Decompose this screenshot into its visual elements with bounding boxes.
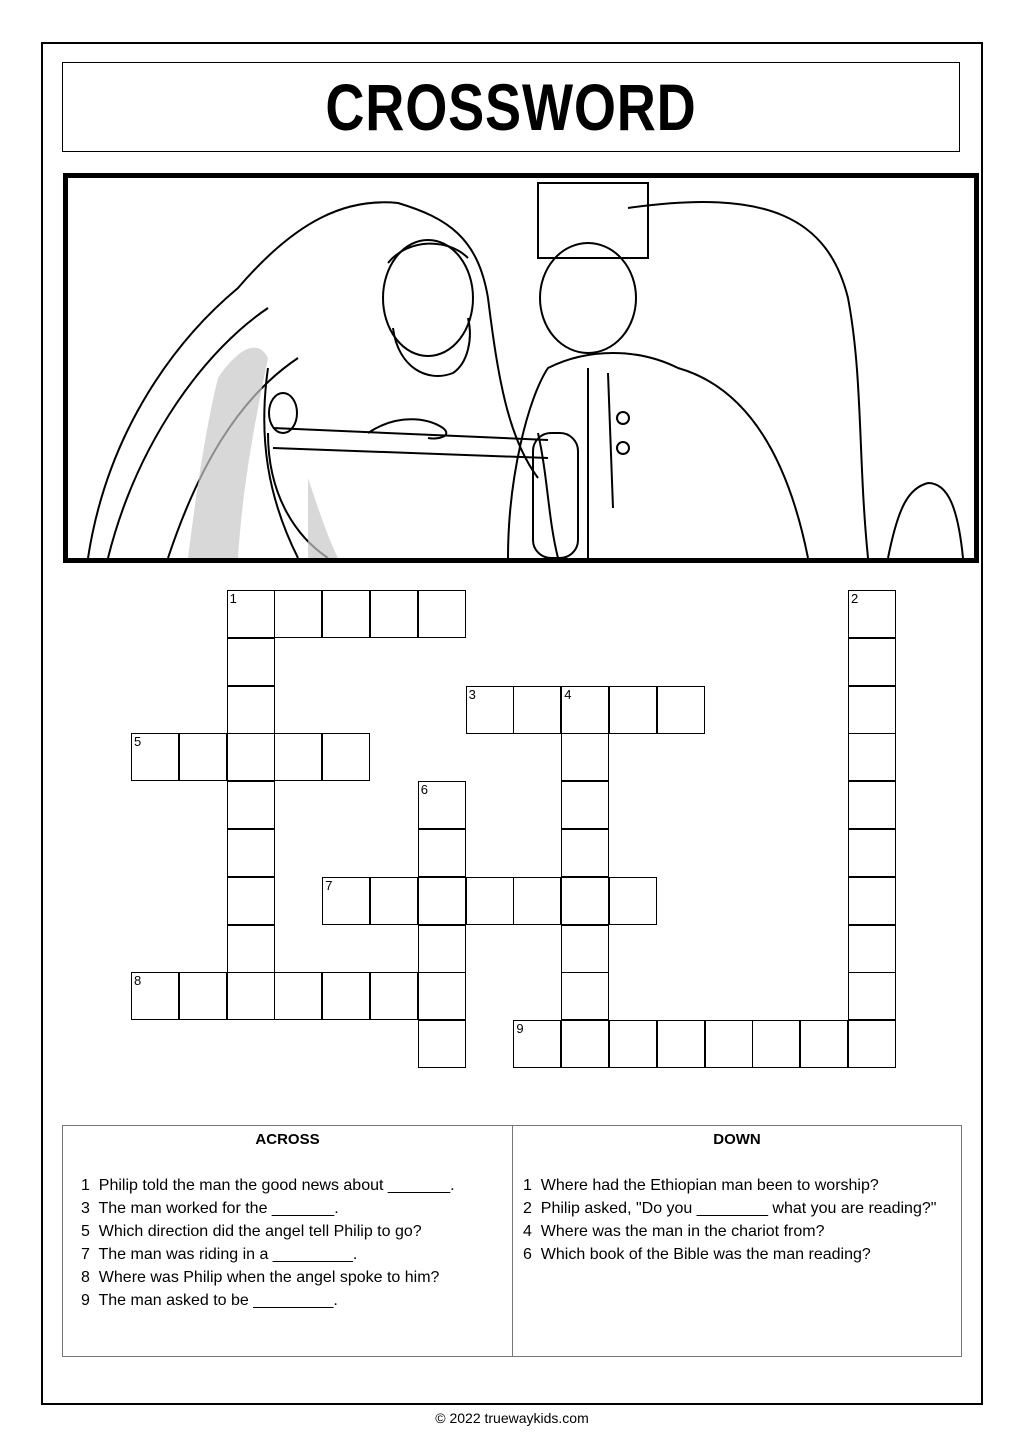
crossword-cell[interactable] <box>131 972 179 1020</box>
crossword-cell[interactable] <box>227 829 275 877</box>
crossword-cell[interactable] <box>227 638 275 686</box>
crossword-cell[interactable] <box>131 733 179 781</box>
clue-across-1: 1 Philip told the man the good news about _______. <box>81 1177 455 1194</box>
copyright-footer: © 2022 truewaykids.com <box>435 1410 589 1426</box>
crossword-cell[interactable] <box>561 733 609 781</box>
across-clue-list <box>81 1174 500 1312</box>
crossword-cell[interactable] <box>227 686 275 734</box>
cell-number: 4 <box>564 686 572 702</box>
crossword-cell[interactable] <box>466 686 514 734</box>
crossword-cell[interactable] <box>848 686 896 734</box>
crossword-cell[interactable] <box>274 733 322 781</box>
crossword-cell[interactable] <box>227 590 275 638</box>
down-clue-list <box>523 1174 949 1266</box>
clue-down-4: 4 Where was the man in the chariot from? <box>523 1223 825 1240</box>
clue-across-7: 7 The man was riding in a _________. <box>81 1246 358 1263</box>
cell-number: 8 <box>134 973 142 989</box>
clue-across-3: 3 The man worked for the _______. <box>81 1200 339 1217</box>
cell-number: 7 <box>325 877 333 893</box>
crossword-cell[interactable] <box>561 972 609 1020</box>
clue-down-1: 1 Where had the Ethiopian man been to worship? <box>523 1177 879 1194</box>
crossword-cell[interactable] <box>513 1020 561 1068</box>
crossword-cell[interactable] <box>418 877 466 925</box>
crossword-cell[interactable] <box>609 1020 657 1068</box>
clues-box <box>62 1125 962 1357</box>
crossword-cell[interactable] <box>322 733 370 781</box>
cell-number: 3 <box>468 686 476 702</box>
crossword-cell[interactable] <box>848 829 896 877</box>
crossword-cell[interactable] <box>848 781 896 829</box>
crossword-cell[interactable] <box>370 972 418 1020</box>
clue-down-6: 6 Which book of the Bible was the man reading? <box>523 1246 871 1263</box>
clue-across-5: 5 Which direction did the angel tell Philip to go? <box>81 1223 422 1240</box>
page-title: CROSSWORD <box>325 70 697 144</box>
crossword-cell[interactable] <box>848 972 896 1020</box>
crossword-cell[interactable] <box>227 972 275 1020</box>
clue-across-9: 9 The man asked to be _________. <box>81 1292 338 1309</box>
crossword-cell[interactable] <box>418 972 466 1020</box>
crossword-cell[interactable] <box>179 972 227 1020</box>
crossword-cell[interactable] <box>370 590 418 638</box>
across-column <box>63 1126 513 1356</box>
crossword-cell[interactable] <box>418 1020 466 1068</box>
crossword-cell[interactable] <box>705 1020 753 1068</box>
crossword-cell[interactable] <box>227 925 275 973</box>
crossword-cell[interactable] <box>561 829 609 877</box>
crossword-cell[interactable] <box>513 686 561 734</box>
crossword-cell[interactable] <box>370 877 418 925</box>
crossword-cell[interactable] <box>561 1020 609 1068</box>
crossword-cell[interactable] <box>322 877 370 925</box>
crossword-cell[interactable] <box>848 733 896 781</box>
crossword-cell[interactable] <box>561 686 609 734</box>
clue-across-8: 8 Where was Philip when the angel spoke to him? <box>81 1269 440 1286</box>
crossword-cell[interactable] <box>561 781 609 829</box>
crossword-cell[interactable] <box>227 733 275 781</box>
crossword-cell[interactable] <box>657 686 705 734</box>
crossword-cell[interactable] <box>227 781 275 829</box>
crossword-cell[interactable] <box>657 1020 705 1068</box>
down-heading: DOWN <box>713 1131 761 1148</box>
crossword-cell[interactable] <box>848 638 896 686</box>
crossword-cell[interactable] <box>322 972 370 1020</box>
cell-number: 1 <box>229 591 237 606</box>
down-column <box>513 1126 961 1356</box>
crossword-cell[interactable] <box>848 925 896 973</box>
crossword-cell[interactable] <box>561 925 609 973</box>
clue-down-2: 2 Philip asked, "Do you ________ what you are reading?" <box>523 1200 937 1217</box>
cell-number: 6 <box>420 782 429 798</box>
crossword-cell[interactable] <box>322 590 370 638</box>
cell-number: 2 <box>851 591 859 606</box>
cell-number: 9 <box>516 1021 524 1037</box>
crossword-cell[interactable] <box>418 925 466 973</box>
crossword-cell[interactable] <box>561 877 609 925</box>
crossword-cell[interactable] <box>800 1020 848 1068</box>
crossword-cell[interactable] <box>609 877 657 925</box>
crossword-cell[interactable] <box>274 972 322 1020</box>
crossword-cell[interactable] <box>227 877 275 925</box>
crossword-cell[interactable] <box>418 781 466 829</box>
across-heading: ACROSS <box>255 1131 320 1148</box>
crossword-cell[interactable] <box>848 877 896 925</box>
crossword-cell[interactable] <box>513 877 561 925</box>
crossword-cell[interactable] <box>848 590 896 638</box>
crossword-cell[interactable] <box>274 590 322 638</box>
crossword-cell[interactable] <box>752 1020 800 1068</box>
cell-number: 5 <box>134 734 142 750</box>
crossword-cell[interactable] <box>466 877 514 925</box>
crossword-cell[interactable] <box>418 590 466 638</box>
crossword-cell[interactable] <box>179 733 227 781</box>
crossword-cell[interactable] <box>609 686 657 734</box>
crossword-cell[interactable] <box>848 1020 896 1068</box>
crossword-cell[interactable] <box>418 829 466 877</box>
